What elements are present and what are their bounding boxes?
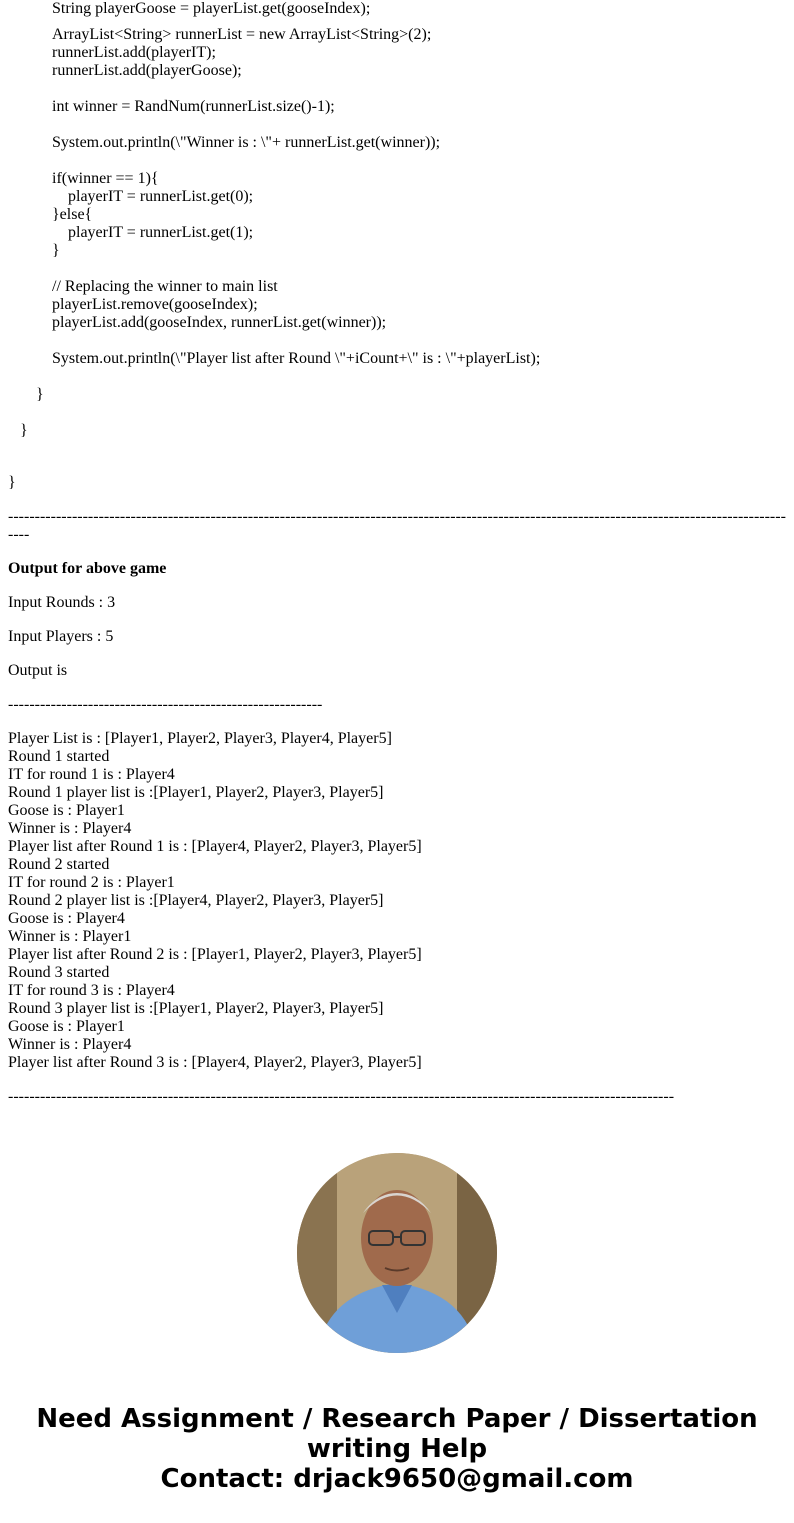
output-heading: Output for above game bbox=[8, 560, 167, 577]
output-line: Goose is : Player1 bbox=[8, 802, 125, 819]
code-line: runnerList.add(playerIT); bbox=[52, 44, 216, 61]
code-line: }else{ bbox=[52, 206, 93, 223]
code-line: System.out.println(\"Winner is : \"+ runnerList.get(winner)); bbox=[52, 134, 441, 151]
output-line: Winner is : Player4 bbox=[8, 820, 132, 837]
output-line: IT for round 2 is : Player1 bbox=[8, 874, 175, 891]
output-line: Round 2 started bbox=[8, 856, 110, 873]
output-line: Round 1 player list is :[Player1, Player2, Player3, Player5] bbox=[8, 784, 384, 801]
output-line: Player List is : [Player1, Player2, Player3, Player4, Player5] bbox=[8, 730, 392, 747]
output-line: IT for round 1 is : Player4 bbox=[8, 766, 175, 783]
input-rounds: Input Rounds : 3 bbox=[8, 594, 116, 611]
code-line: if(winner == 1){ bbox=[52, 170, 159, 187]
code-line: // Replacing the winner to main list bbox=[52, 278, 278, 295]
code-line: playerIT = runnerList.get(1); bbox=[68, 224, 254, 241]
output-line: Round 1 started bbox=[8, 748, 110, 765]
code-line: } bbox=[52, 242, 60, 259]
separator: ----------------------------------------------------------------------------------------------------------------------------- bbox=[8, 1088, 675, 1105]
promo-contact: Contact: drjack9650@gmail.com bbox=[160, 1464, 634, 1494]
output-label: Output is bbox=[8, 662, 68, 679]
output-line: Player list after Round 1 is : [Player4, Player2, Player3, Player5] bbox=[8, 838, 422, 855]
code-line: playerIT = runnerList.get(0); bbox=[68, 188, 254, 205]
code-line: playerList.add(gooseIndex, runnerList.get(winner)); bbox=[52, 314, 387, 331]
output-line: Round 2 player list is :[Player4, Player2, Player3, Player5] bbox=[8, 892, 384, 909]
output-line: Winner is : Player4 bbox=[8, 1036, 132, 1053]
output-line: Player list after Round 2 is : [Player1, Player2, Player3, Player5] bbox=[8, 946, 422, 963]
code-line: ArrayList<String> runnerList = new ArrayList<String>(2); bbox=[52, 26, 432, 43]
output-line: Goose is : Player1 bbox=[8, 1018, 125, 1035]
output-line: IT for round 3 is : Player4 bbox=[8, 982, 175, 999]
code-line: } bbox=[20, 422, 28, 439]
code-line: System.out.println(\"Player list after Round \"+iCount+\" is : \"+playerList); bbox=[52, 350, 541, 367]
code-line: } bbox=[36, 386, 44, 403]
code-line: int winner = RandNum(runnerList.size()-1); bbox=[52, 98, 335, 115]
promo-line: writing Help bbox=[306, 1434, 488, 1464]
separator: ----------------------------------------------------------- bbox=[8, 696, 323, 713]
output-line: Round 3 player list is :[Player1, Player2, Player3, Player5] bbox=[8, 1000, 384, 1017]
code-line: String playerGoose = playerList.get(gooseIndex); bbox=[52, 0, 371, 17]
output-line: Round 3 started bbox=[8, 964, 110, 981]
output-line: Player list after Round 3 is : [Player4, Player2, Player3, Player5] bbox=[8, 1054, 422, 1071]
separator: ------------------------------------------------------------------------------------------------------------------------------------------------------ bbox=[8, 508, 786, 543]
code-line: } bbox=[8, 474, 16, 491]
code-line: playerList.remove(gooseIndex); bbox=[52, 296, 258, 313]
author-avatar bbox=[297, 1153, 497, 1353]
promo-line: Need Assignment / Research Paper / Dissertation bbox=[36, 1404, 758, 1434]
input-players: Input Players : 5 bbox=[8, 628, 114, 645]
output-line: Winner is : Player1 bbox=[8, 928, 132, 945]
output-block bbox=[8, 730, 422, 1072]
output-line: Goose is : Player4 bbox=[8, 910, 125, 927]
code-line: runnerList.add(playerGoose); bbox=[52, 62, 242, 79]
